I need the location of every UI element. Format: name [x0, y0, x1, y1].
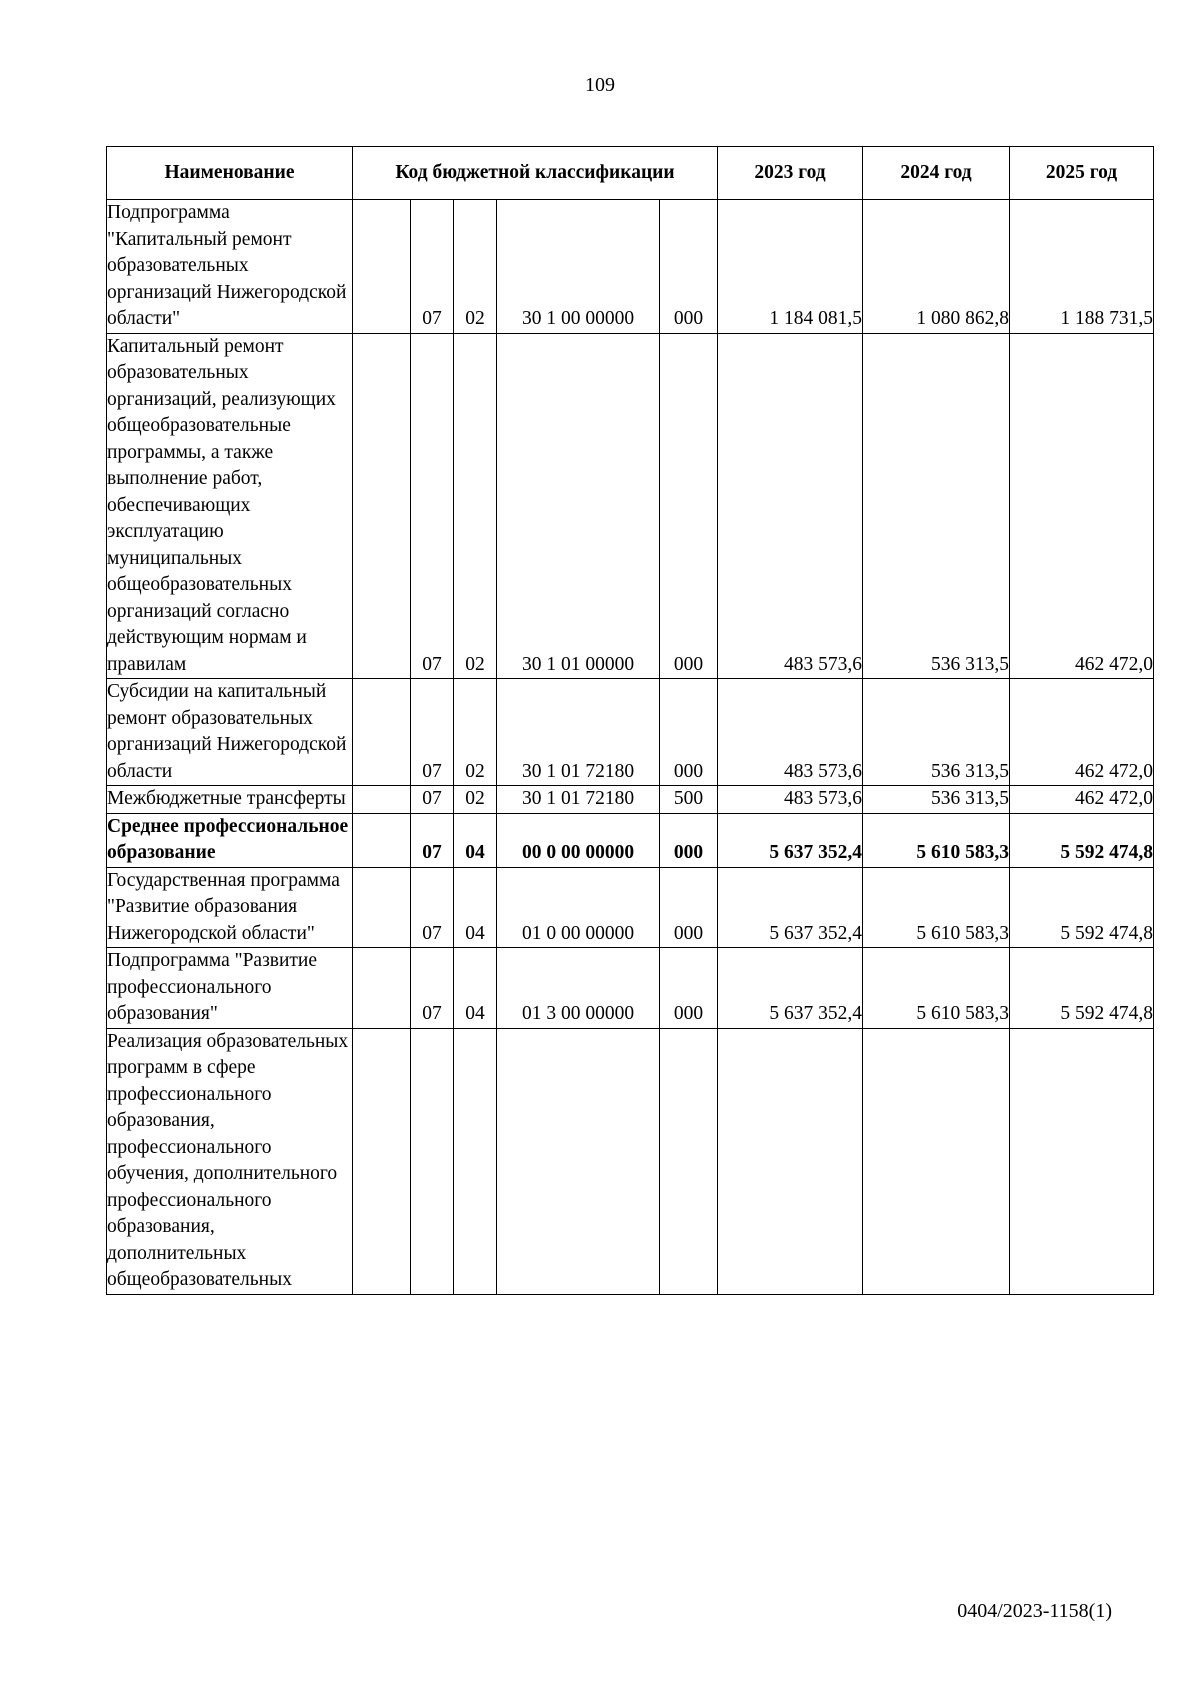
row-code-subsection: 02	[454, 333, 497, 679]
row-2025: 5 592 474,8	[1010, 867, 1154, 948]
row-2023: 1 184 081,5	[718, 200, 863, 334]
row-2025: 462 472,0	[1010, 786, 1154, 814]
row-2024: 1 080 862,8	[863, 200, 1010, 334]
row-2023: 5 637 352,4	[718, 948, 863, 1029]
row-name: Подпрограмма "Капитальный ремонт образовательных организаций Нижегородской области"	[107, 200, 353, 334]
table-row	[107, 867, 1154, 948]
row-code-expense	[660, 1028, 718, 1294]
row-2023: 5 637 352,4	[718, 867, 863, 948]
row-code-expense: 000	[660, 813, 718, 867]
row-code-section: 07	[411, 867, 454, 948]
row-code-subsection: 02	[454, 679, 497, 786]
table-row	[107, 200, 1154, 334]
row-code-subsection	[454, 1028, 497, 1294]
row-name: Реализация образовательных программ в сфере профессионального образования, профессионального обучения, дополнительного профессионального образования, дополнительных общеобразовательных	[107, 1028, 353, 1294]
row-code-section: 07	[411, 813, 454, 867]
row-2023	[718, 1028, 863, 1294]
row-name: Капитальный ремонт образовательных организаций, реализующих общеобразовательные программы, а также выполнение работ, обеспечивающих эксплуатацию муниципальных общеобразовательных организаций согласно действующим нормам и правилам	[107, 333, 353, 679]
row-code-1	[353, 786, 411, 814]
row-2023: 483 573,6	[718, 679, 863, 786]
row-code-1	[353, 1028, 411, 1294]
table-row	[107, 679, 1154, 786]
row-2025: 1 188 731,5	[1010, 200, 1154, 334]
row-code-subsection: 02	[454, 200, 497, 334]
row-code-1	[353, 813, 411, 867]
row-code-target: 30 1 01 72180	[497, 679, 660, 786]
row-code-1	[353, 948, 411, 1029]
row-code-section: 07	[411, 333, 454, 679]
budget-table	[106, 146, 1154, 1295]
header-2025: 2025 год	[1010, 147, 1154, 200]
row-code-1	[353, 200, 411, 334]
row-name: Подпрограмма "Развитие профессионального образования"	[107, 948, 353, 1029]
row-code-section: 07	[411, 679, 454, 786]
row-code-target: 30 1 01 72180	[497, 786, 660, 814]
row-2024: 5 610 583,3	[863, 867, 1010, 948]
table-row	[107, 948, 1154, 1029]
header-2024: 2024 год	[863, 147, 1010, 200]
row-name: Государственная программа "Развитие образования Нижегородской области"	[107, 867, 353, 948]
row-code-subsection: 02	[454, 786, 497, 814]
row-code-target: 01 0 00 00000	[497, 867, 660, 948]
row-code-section: 07	[411, 200, 454, 334]
row-code-subsection: 04	[454, 948, 497, 1029]
table-row	[107, 813, 1154, 867]
row-code-1	[353, 679, 411, 786]
row-code-expense: 000	[660, 200, 718, 334]
table-header-row	[107, 147, 1154, 200]
header-name: Наименование	[107, 147, 353, 200]
header-code: Код бюджетной классификации	[353, 147, 718, 200]
row-name: Субсидии на капитальный ремонт образовательных организаций Нижегородской области	[107, 679, 353, 786]
header-2023: 2023 год	[718, 147, 863, 200]
row-2024: 5 610 583,3	[863, 948, 1010, 1029]
row-2025: 5 592 474,8	[1010, 813, 1154, 867]
row-2023: 483 573,6	[718, 786, 863, 814]
row-2025	[1010, 1028, 1154, 1294]
table-row	[107, 786, 1154, 814]
row-code-target	[497, 1028, 660, 1294]
row-2024: 536 313,5	[863, 679, 1010, 786]
row-code-expense: 000	[660, 948, 718, 1029]
table-row	[107, 1028, 1154, 1294]
row-2023: 483 573,6	[718, 333, 863, 679]
row-2025: 462 472,0	[1010, 333, 1154, 679]
row-code-target: 30 1 01 00000	[497, 333, 660, 679]
row-2025: 5 592 474,8	[1010, 948, 1154, 1029]
row-code-subsection: 04	[454, 813, 497, 867]
row-2023: 5 637 352,4	[718, 813, 863, 867]
table-row	[107, 333, 1154, 679]
row-2024: 536 313,5	[863, 333, 1010, 679]
row-code-target: 00 0 00 00000	[497, 813, 660, 867]
row-code-subsection: 04	[454, 867, 497, 948]
row-code-section	[411, 1028, 454, 1294]
row-code-1	[353, 867, 411, 948]
row-code-section: 07	[411, 948, 454, 1029]
page-number: 109	[585, 74, 615, 96]
row-2024: 5 610 583,3	[863, 813, 1010, 867]
row-name: Межбюджетные трансферты	[107, 786, 353, 814]
row-2024: 536 313,5	[863, 786, 1010, 814]
row-code-expense: 000	[660, 333, 718, 679]
row-code-expense: 000	[660, 679, 718, 786]
row-code-1	[353, 333, 411, 679]
row-code-expense: 500	[660, 786, 718, 814]
row-code-expense: 000	[660, 867, 718, 948]
document-number: 0404/2023-1158(1)	[957, 1600, 1112, 1622]
row-code-section: 07	[411, 786, 454, 814]
row-name: Среднее профессиональное образование	[107, 813, 353, 867]
row-code-target: 30 1 00 00000	[497, 200, 660, 334]
row-2024	[863, 1028, 1010, 1294]
row-2025: 462 472,0	[1010, 679, 1154, 786]
row-code-target: 01 3 00 00000	[497, 948, 660, 1029]
